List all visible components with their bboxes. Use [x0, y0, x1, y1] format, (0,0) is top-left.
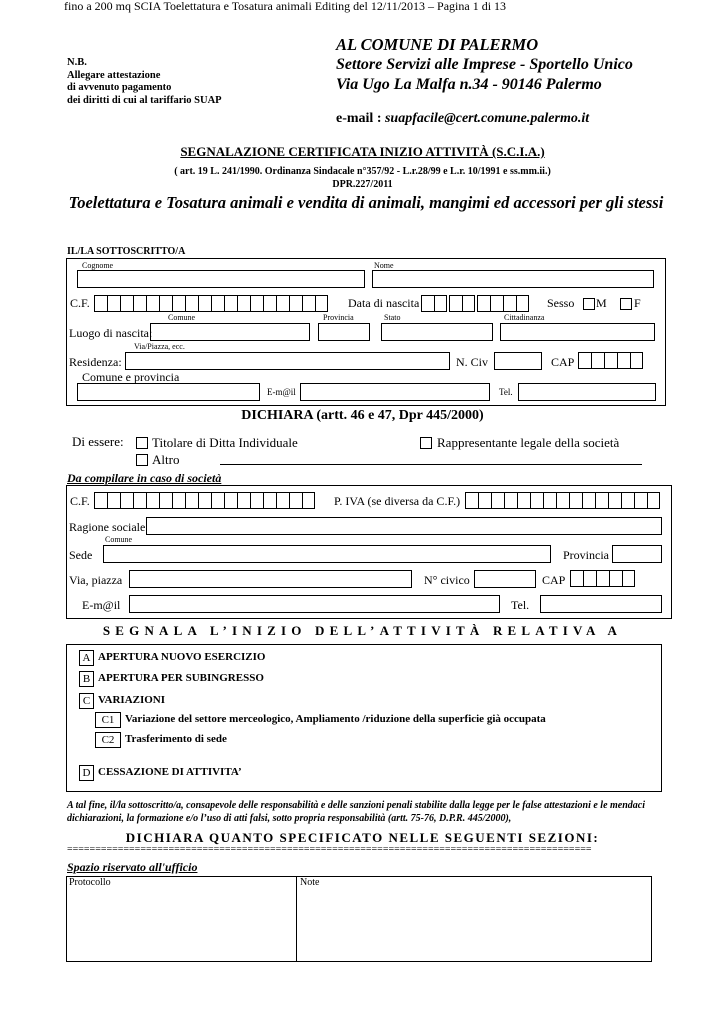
option-b-label: APERTURA PER SUBINGRESSO — [98, 672, 264, 684]
sede-label: Sede — [69, 548, 93, 562]
tel-field[interactable] — [518, 383, 656, 401]
cognome-label: Cognome — [82, 261, 114, 270]
recipient-line1: AL COMUNE DI PALERMO — [336, 35, 539, 54]
ufficio-divider — [296, 876, 297, 962]
cognome-field[interactable] — [77, 270, 365, 288]
nome-field[interactable] — [372, 270, 654, 288]
option-c2-label: Trasferimento di sede — [125, 733, 227, 745]
option-c1-code[interactable]: C1 — [95, 712, 121, 728]
dichiara-title: DICHIARA (artt. 46 e 47, Dpr 445/2000) — [241, 408, 484, 423]
nb-note — [67, 57, 222, 107]
soc-cap-label: CAP — [542, 573, 566, 587]
sesso-f-checkbox[interactable] — [620, 298, 632, 310]
soc-email-label: E-m@il — [82, 598, 121, 612]
recipient-email — [336, 111, 589, 127]
cf-label: C.F. — [70, 296, 90, 310]
rappresentante-checkbox[interactable] — [420, 437, 432, 449]
note-label: Note — [300, 877, 320, 888]
soc-via-label: Via, piazza — [69, 573, 123, 587]
luogo-nascita-label: Luogo di nascita: — [69, 326, 153, 340]
soc-civico-label: N° civico — [424, 573, 470, 587]
sesso-f-label: F — [634, 296, 641, 310]
soc-provincia-field[interactable] — [612, 545, 662, 563]
option-c2-code[interactable]: C2 — [95, 732, 121, 748]
soc-comune-label: Comune — [105, 535, 133, 544]
comune-provincia-label: Comune e provincia — [82, 370, 180, 384]
segnala-title: SEGNALA L’INIZIO DELL’ATTIVITÀ RELATIVA A — [102, 623, 623, 638]
soc-tel-field[interactable] — [540, 595, 662, 613]
ufficio-heading: Spazio riservato all'ufficio — [67, 860, 198, 874]
titolare-label: Titolare di Ditta Individuale — [152, 435, 298, 450]
soc-civico-field[interactable] — [474, 570, 536, 588]
scia-subtitle — [0, 165, 725, 191]
nb-line3: dei diritti di cui al tariffario SUAP — [67, 94, 222, 106]
email-value[interactable]: suapfacile@cert.comune.palermo.it — [384, 111, 590, 126]
option-d-code[interactable]: D — [79, 765, 94, 781]
main-title: Toelettatura e Tosatura animali e vendita di animali, mangimi ed accessori per gli stessi — [68, 193, 664, 212]
soc-cf-label: C.F. — [70, 494, 90, 508]
ragione-sociale-label: Ragione sociale — [69, 520, 146, 534]
luogo-provincia-field[interactable] — [318, 323, 370, 341]
soc-email-field[interactable] — [129, 595, 500, 613]
nb-title: N.B. — [67, 57, 87, 68]
luogo-comune-field[interactable] — [150, 323, 310, 341]
cap-label: CAP — [551, 355, 575, 369]
soc-tel-label: Tel. — [511, 598, 530, 612]
sesso-m-label: M — [596, 296, 607, 310]
email-label: e-mail : — [336, 111, 382, 126]
cittadinanza-label: Cittadinanza — [504, 313, 545, 322]
sottoscritto-heading: IL/LA SOTTOSCRITTO/A — [67, 246, 186, 257]
email-field[interactable] — [300, 383, 490, 401]
data-nascita-yyyy[interactable] — [477, 295, 529, 312]
sesso-label: Sesso — [547, 296, 575, 310]
societa-heading: Da compilare in caso di società — [67, 471, 222, 485]
recipient-line3: Via Ugo La Malfa n.34 - 90146 Palermo — [336, 76, 602, 93]
ragione-sociale-field[interactable] — [146, 517, 662, 535]
scia-sub2: DPR.227/2011 — [332, 179, 393, 190]
soc-via-field[interactable] — [129, 570, 412, 588]
data-nascita-label: Data di nascita — [348, 296, 420, 310]
scia-sub1: ( art. 19 L. 241/1990. Ordinanza Sindacale n°357/92 - L.r.28/99 e L.r. 10/1991 e ss.mm.ii.) — [174, 166, 551, 177]
luogo-stato-field[interactable] — [381, 323, 493, 341]
cittadinanza-field[interactable] — [500, 323, 655, 341]
di-essere-label: Di essere: — [72, 434, 124, 449]
option-c-code[interactable]: C — [79, 693, 94, 709]
residenza-field[interactable] — [125, 352, 450, 370]
nb-line1: Allegare attestazione — [67, 69, 161, 81]
option-c1-label: Variazione del settore merceologico, Ampliamento /riduzione della superficie già occupata — [125, 713, 546, 725]
nb-line2: di avvenuto pagamento — [67, 82, 172, 93]
n-civ-label: N. Civ — [456, 355, 489, 369]
n-civ-field[interactable] — [494, 352, 542, 370]
recipient-line2: Settore Servizi alle Imprese - Sportello Unico — [336, 56, 633, 73]
ufficio-frame — [66, 876, 652, 962]
soc-cf-cells[interactable] — [94, 492, 315, 509]
provincia-label: Provincia — [323, 313, 354, 322]
option-a-label: APERTURA NUOVO ESERCIZIO — [98, 651, 266, 663]
via-piazza-label: Via/Piazza, ecc. — [134, 342, 185, 351]
dichiara-sezioni-title: DICHIARA QUANTO SPECIFICATO NELLE SEGUENTI SEZIONI: — [125, 830, 600, 845]
altro-label: Altro — [152, 452, 180, 467]
scia-title: SEGNALAZIONE CERTIFICATA INIZIO ATTIVITÀ (S.C.I.A.) — [180, 144, 545, 159]
email-field-label: E-m@il — [267, 387, 296, 397]
soc-cap-cells[interactable] — [570, 570, 635, 587]
stato-label: Stato — [384, 313, 401, 322]
separator-line: ============================================================================================= — [67, 845, 592, 855]
cf-cells[interactable] — [94, 295, 328, 312]
comune-provincia-field[interactable] — [77, 383, 260, 401]
option-c-label: VARIAZIONI — [98, 694, 166, 706]
recipient-address — [336, 35, 633, 95]
altro-checkbox[interactable] — [136, 454, 148, 466]
altro-line[interactable] — [220, 464, 642, 465]
tel-label: Tel. — [499, 387, 513, 397]
data-nascita-mm[interactable] — [449, 295, 475, 312]
soc-piva-label: P. IVA (se diversa da C.F.) — [334, 494, 461, 508]
sesso-m-checkbox[interactable] — [583, 298, 595, 310]
data-nascita-dd[interactable] — [421, 295, 447, 312]
comune-label: Comune — [168, 313, 196, 322]
titolare-checkbox[interactable] — [136, 437, 148, 449]
option-d-label: CESSAZIONE DI ATTIVITA’ — [98, 766, 242, 778]
residenza-label: Residenza: — [69, 355, 122, 369]
nome-label: Nome — [374, 261, 394, 270]
a-tal-fine-text: A tal fine, il/la sottoscritto/a, consapevole delle responsabilità e delle sanzioni penali stabilite dalla legge per le false attestazioni e le mendaci dichiarazioni, la formazione e/o l’uso di atti falsi, sotto propria responsabilità (artt. 75-76, D.P.R. 445/2000), — [67, 800, 646, 824]
cap-cells[interactable] — [578, 352, 643, 369]
sede-field[interactable] — [103, 545, 551, 563]
protocollo-label: Protocollo — [69, 877, 111, 888]
page-header: fino a 200 mq SCIA Toelettatura e Tosatura animali Editing del 12/11/2013 – Pagina 1 di 13 — [64, 0, 507, 13]
option-a-code[interactable]: A — [79, 650, 94, 666]
option-b-code[interactable]: B — [79, 671, 94, 687]
rappresentante-label: Rappresentante legale della società — [437, 435, 620, 450]
soc-provincia-label: Provincia — [563, 548, 609, 562]
soc-piva-cells[interactable] — [465, 492, 660, 509]
